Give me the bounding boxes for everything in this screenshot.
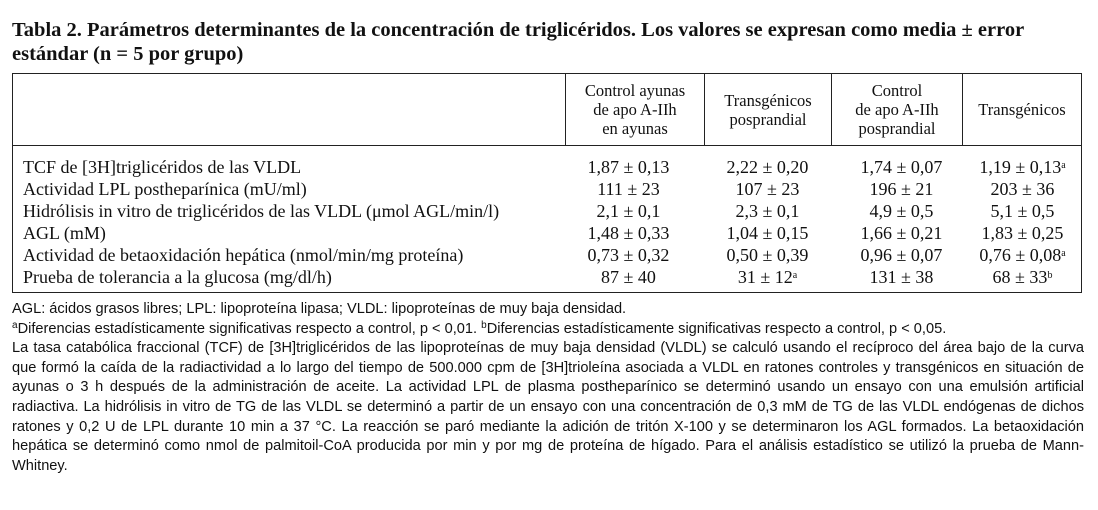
table-footnotes [12,300,1084,476]
header-line: posprandial [729,109,807,129]
column-header-transgenicos [963,74,1081,145]
table-title: Tabla 2. Parámetros determinantes de la concentración de triglicéridos. Los valores se expresan como media ± error estándar (n = 5 por grupo) [12,19,1024,65]
cell-value: 2,3 ± 0,1 [735,201,800,221]
table-row [13,222,1081,244]
cell-value: 1,19 ± 0,13$^a$ [979,157,1066,177]
cell-value: 0,96 ± 0,07 [860,245,943,265]
cell-value: $68 \pm 33^b$ [992,267,1053,287]
cell-value: 203 ± 36 [990,179,1055,199]
cell-value: 1,83 ± 0,25 [981,223,1064,243]
header-line: Control [871,81,923,100]
table-row [13,178,1081,200]
row-label: TCF de [3H]triglicéridos de las VLDL [23,157,302,177]
cell-value: 0,50 ± 0,39 [726,245,809,265]
significance-note: $^a$Diferencias estadísticamente significativas respecto a control, p < 0,01. $^b$Diferencias estadísticamente significativas respecto a control, p < 0,05. [12,319,947,337]
cell-value: 107 ± 23 [735,179,800,199]
column-header-transgenicos-posprandial [705,74,831,145]
row-label: Actividad LPL postheparínica (mU/ml) [23,179,307,199]
cell-value: 1,04 ± 0,15 [726,223,809,243]
table-row [13,244,1081,266]
cell-value: 1,48 ± 0,33 [587,223,670,243]
cell-value: 196 ± 21 [869,179,934,199]
header-line: Transgénicos [724,90,812,110]
header-line: posprandial [858,119,936,138]
cell-value: 2,22 ± 0,20 [726,157,809,177]
methods-note: La tasa catabólica fraccional (TCF) de [3H]triglicéridos de las lipoproteínas de muy baja densidad (VLDL) se calculó usando el recíproco del área bajo de la curva que formó la caída de la radiactividad a lo largo del tiempo de 500.000 cpm de [3H]trioleína asociada a VLDL en ratones controles y transgénicos en situación de ayunas o 3 h después de la administración de aceite. La actividad LPL de plasma postheparínico se determinó usando un ensayo con una emulsión artificial radiactiva. La hidrólisis in vitro de TG de las VLDL se determinó a partir de un ensayo con una concentración de 0,3 mM de TG de las VLDL endógenas de dichos ratones y 0,2 U de LPL durante 10 min a 37 °C. La reacción se paró mediante la adición de tritón X-100 y se determinaron los AGL formados. La betaoxidación hepática se determinó como nmol de palmitoil-CoA producida por min y por mg de proteína de hígado. Para el análisis estadístico se utilizó la prueba de Mann-Whitney. [12,340,1084,474]
table-row [13,200,1081,222]
cell-value: 111 ± 23 [597,179,660,199]
abbreviations-note: AGL: ácidos grasos libres; LPL: lipoproteína lipasa; VLDL: lipoproteínas de muy baja densidad. [12,301,627,317]
cell-value: 0,73 ± 0,32 [587,245,670,265]
cell-value: 1,66 ± 0,21 [860,223,943,243]
header-line: de apo A-IIh [593,100,677,119]
column-header-control-ayunas [566,74,704,145]
cell-value: 1,87 ± 0,13 [587,157,670,177]
cell-value: 4,9 ± 0,5 [869,201,934,221]
cell-value: 5,1 ± 0,5 [990,201,1055,221]
table-row [13,156,1081,178]
column-header-control-posprandial [832,74,962,145]
row-label: Hidrólisis in vitro de triglicéridos de las VLDL (μmol AGL/min/l) [23,201,500,221]
table-row [13,266,1081,288]
cell-value: $31 \pm 12^a$ [737,267,798,287]
row-label: Actividad de betaoxidación hepática (nmol/min/mg proteína) [23,245,464,265]
row-label: Prueba de tolerancia a la glucosa (mg/dl/h) [23,267,332,287]
header-line: Control ayunas [584,81,686,100]
cell-value: 1,74 ± 0,07 [860,157,943,177]
row-label: AGL (mM) [23,223,106,243]
header-line: de apo A-IIh [855,100,939,119]
header-line: en ayunas [602,119,668,138]
header-divider [13,145,1081,146]
cell-value: 87 ± 40 [601,267,656,287]
cell-value: 131 ± 38 [869,267,934,287]
data-table [12,73,1082,293]
cell-value: 2,1 ± 0,1 [596,201,661,221]
cell-value: 0,76 ± 0,08$^a$ [979,245,1066,265]
header-line: Transgénicos [978,100,1066,119]
